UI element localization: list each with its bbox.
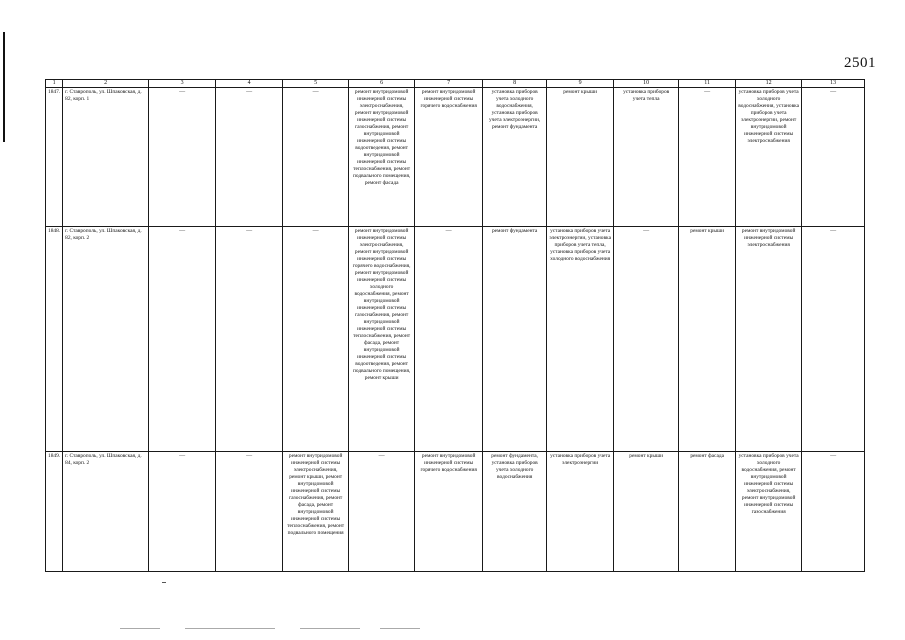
address-cell: г. Ставрополь, ул. Шпаковская, д. 82, корп. 2	[63, 227, 149, 452]
work-cell: —	[614, 227, 679, 452]
column-number: 8	[483, 80, 547, 88]
work-cell: —	[349, 452, 415, 572]
work-cell: —	[216, 452, 283, 572]
scan-artifact	[185, 628, 275, 629]
column-number: 3	[149, 80, 216, 88]
row-number: 1848.	[46, 227, 63, 452]
work-cell: —	[283, 227, 349, 452]
work-cell: —	[415, 227, 483, 452]
work-cell: —	[802, 88, 865, 227]
scan-artifact	[162, 582, 166, 583]
work-cell: —	[149, 452, 216, 572]
page-number: 2501	[844, 55, 876, 71]
column-number: 5	[283, 80, 349, 88]
column-number: 1	[46, 80, 63, 88]
work-cell: —	[216, 227, 283, 452]
work-cell: ремонт крыши	[547, 88, 614, 227]
work-cell: ремонт фасада	[679, 452, 736, 572]
binding-mark	[3, 32, 5, 142]
address-cell: г. Ставрополь, ул. Шпаковская, д. 82, корп. 1	[63, 88, 149, 227]
table-row	[46, 227, 865, 452]
work-cell: ремонт внутридомовой инженерной системы электроснабжения	[736, 227, 802, 452]
work-cell: ремонт внутридомовой инженерной системы электроснабжения, ремонт внутридомовой инженерной системы газоснабжения, ремонт внутридомовой инженерной системы водоотведения, ремонт внутридомовой инженерной системы теплоснабжения, ремонт подвального помещения, ремонт фасада	[349, 88, 415, 227]
scan-artifact	[120, 628, 160, 629]
column-number: 11	[679, 80, 736, 88]
row-number: 1847.	[46, 88, 63, 227]
work-cell: установка приборов учета электроэнергии	[547, 452, 614, 572]
work-cell: —	[149, 227, 216, 452]
row-number: 1849.	[46, 452, 63, 572]
work-cell: ремонт фундамента	[483, 227, 547, 452]
column-number: 10	[614, 80, 679, 88]
column-number-row	[46, 80, 865, 88]
work-cell: ремонт фундамента, установка приборов учета холодного водоснабжения	[483, 452, 547, 572]
work-cell: ремонт крыши	[679, 227, 736, 452]
column-number: 2	[63, 80, 149, 88]
address-cell: г. Ставрополь, ул. Шпаковская, д. 84, корп. 2	[63, 452, 149, 572]
work-cell: ремонт внутридомовой инженерной системы горячего водоснабжения	[415, 88, 483, 227]
work-cell: установка приборов учета холодного водоснабжения, ремонт внутридомовой инженерной системы электроснабжения, ремонт внутридомовой инженерной системы газоснабжения	[736, 452, 802, 572]
column-number: 4	[216, 80, 283, 88]
work-cell: установка приборов учета холодного водоснабжения, установка приборов учета электроэнергии, ремонт внутридомовой инженерной системы электроснабжения	[736, 88, 802, 227]
work-cell: ремонт внутридомовой инженерной системы электроснабжения, ремонт крыши, ремонт внутридомовой инженерной системы газоснабжения, ремонт фасада, ремонт внутридомовой инженерной системы теплоснабжения, ремонт подвального помещения	[283, 452, 349, 572]
column-number: 6	[349, 80, 415, 88]
work-cell: установка приборов учета тепла	[614, 88, 679, 227]
column-number: 13	[802, 80, 865, 88]
scan-artifact	[380, 628, 420, 629]
work-cell: установка приборов учета холодного водоснабжения, установка приборов учета электроэнергии, ремонт фундамента	[483, 88, 547, 227]
work-cell: —	[802, 452, 865, 572]
work-cell: —	[679, 88, 736, 227]
work-cell: установка приборов учета электроэнергии, установка приборов учета тепла, установка приборов учета холодного водоснабжения	[547, 227, 614, 452]
column-number: 12	[736, 80, 802, 88]
register-table	[45, 79, 865, 572]
work-cell: —	[283, 88, 349, 227]
scan-artifact	[300, 628, 360, 629]
work-cell: ремонт внутридомовой инженерной системы горячего водоснабжения	[415, 452, 483, 572]
work-cell: ремонт крыши	[614, 452, 679, 572]
work-cell: —	[802, 227, 865, 452]
work-cell: —	[216, 88, 283, 227]
work-cell: —	[149, 88, 216, 227]
work-cell: ремонт внутридомовой инженерной системы электроснабжения, ремонт внутридомовой инженерной системы горячего водоснабжения, ремонт внутридомовой инженерной системы холодного водоснабжения, ремонт внутридомовой инженерной системы газоснабжения, ремонт внутридомовой инженерной системы теплоснабжения, ремонт фасада, ремонт внутридомовой инженерной системы водоотведения, ремонт подвального помещения, ремонт крыши	[349, 227, 415, 452]
column-number: 7	[415, 80, 483, 88]
table-row	[46, 452, 865, 572]
table-row	[46, 88, 865, 227]
column-number: 9	[547, 80, 614, 88]
